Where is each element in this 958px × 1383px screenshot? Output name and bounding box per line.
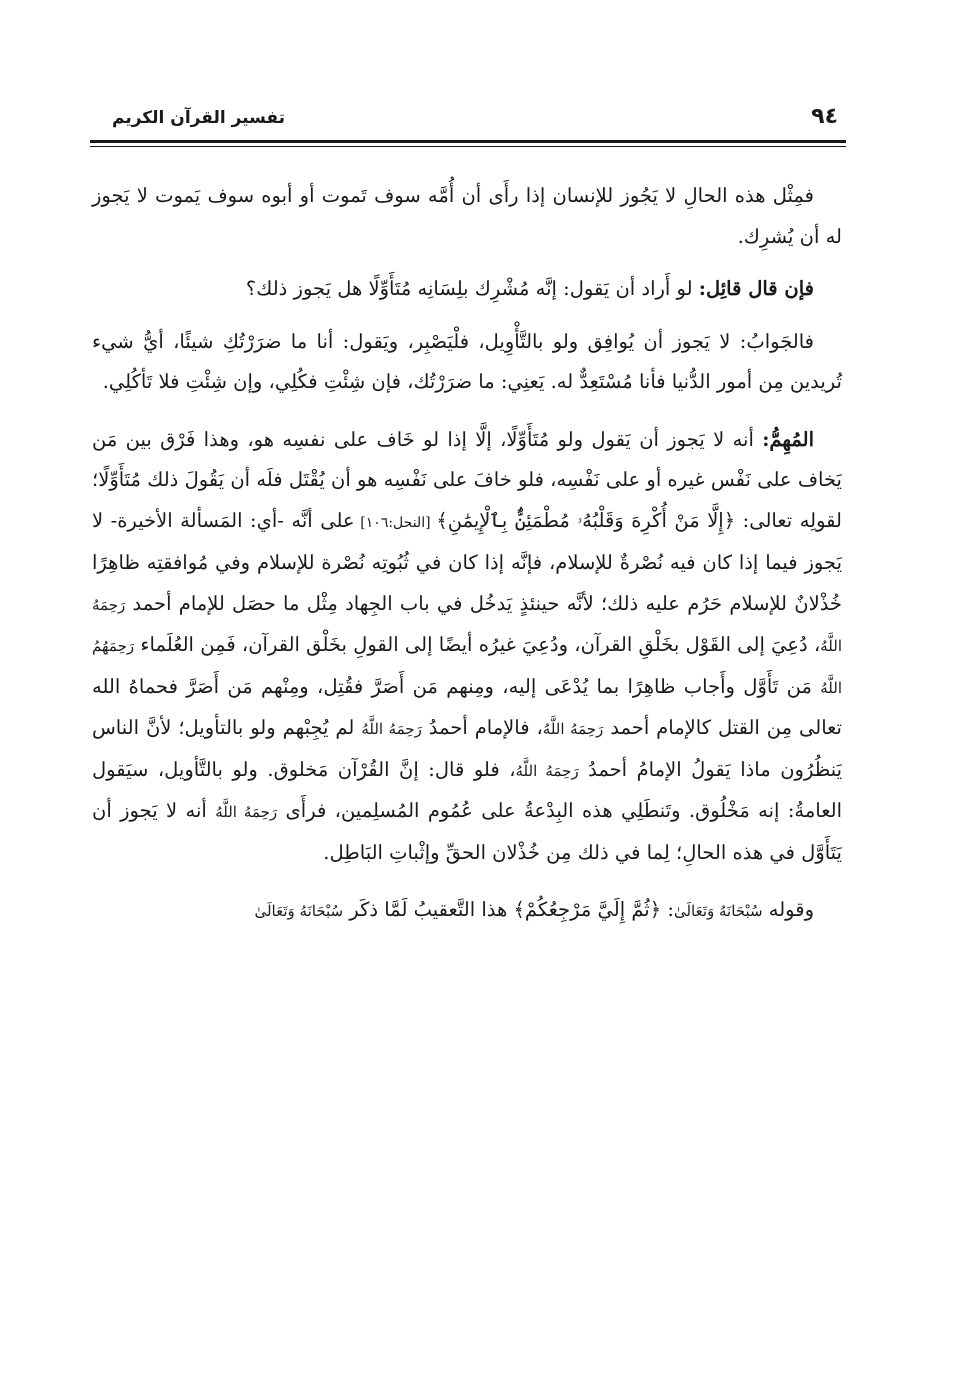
paragraph-text: ، فلو قال: إنَّ القُرْآن مَخلوق. ولو بالتَّأويل، سيَقول العامةُ: إنه مَخْلُوق. وتَنطَلِي هذه البِدْعةُ على عُمُوم المُسلِمين، فرأَى: [92, 757, 843, 822]
paragraph-text: فالجَوابُ: لا يَجوز أن يُوافِق ولو بالتَّأْوِيل، فلْيَصْبِر، ويَقول: أنا ما ضرَرْتُكِ شيئًا، أيُّ شيء تُريدين مِن أمور الدُّنيا فأنا مُسْتَعِدٌّ له. يَعنِي: ما ضرَرْتُك، فإن شِئْتِ فكُلِي، وإن شِئْتِ فلا تَأكُلِي.: [92, 329, 842, 393]
honorific: رَحِمَهُ اللَّهُ: [361, 720, 422, 738]
paragraph-text: هذا التَّعقيبُ لَمَّا ذكَر: [343, 898, 514, 921]
honorific: سُبْحَانَهُ وَتَعَالَىٰ: [673, 902, 763, 920]
paragraph-text: على أنَّه -أي: المَسألة الأخيرة- لا يَجوز فيما إذا كان فيه نُصْرةٌ للإسلام، فإنَّه إذا كان في ثُبُوتِه نُصْرة للإسلام وفي مُوافقتِه ظاهِرًا خُذْلانٌ للإسلام حَرُم عليه ذلك؛ لأنَّه حينئذٍ يَدخُل في باب الجِهاد مِثْل ما حصَل للإمام أحمد: [92, 508, 842, 615]
honorific: رَحِمَهُمُ اللَّهُ: [92, 637, 842, 697]
paragraph-lead: فإن قال قائِل:: [698, 277, 814, 300]
honorific: رَحِمَهُ اللَّهُ: [515, 761, 579, 780]
paragraph-1: [92, 176, 842, 257]
running-title: تفسير القرآن الكريم: [112, 108, 286, 128]
paragraph-text: مَن تَأَوَّل وأَجاب ظاهِرًا بما يُدْعَى إليه، ومِنهم مَن أَصَرَّ فقُتِل، ومِنْهم مَن أَصَرَّ فحماهُ الله تعالى مِن القتل كالإمام أحمد: [92, 674, 842, 739]
paragraph-text: ، دُعِيَ إلى القَوْل بخَلْقِ القرآن، ودُعِيَ غيرُه أيضًا إلى القولِ بخَلْق القرآن، فَمِن العُلَماء: [134, 633, 821, 656]
paragraph-text: وقوله: [762, 898, 814, 921]
paragraph-text: أنه لا يَجوز أن يَتَأَوَّل في هذه الحالِ؛ لِما في ذلك مِن خُذْلان الحقِّ وإثْباتِ البَاطِل.: [92, 799, 842, 864]
paragraph-text: ، فالإمام أحمدُ: [421, 716, 543, 739]
paragraph-5: [92, 890, 842, 932]
body-text: [92, 176, 842, 949]
verse-citation: [النحل:١٠٦]: [354, 514, 437, 531]
paragraph-text: لو أَراد أن يَقول: إنَّه مُشْرِك بلِسَانِه مُتَأَوِّلًا هل يَجوز ذلك؟: [245, 277, 699, 300]
paragraph-3: [92, 322, 842, 403]
quran-verse: ﴿إِلَّا مَنْ أُكْرِهَ وَقَلْبُهُۥ مُطْمَئِنٌّۢ بِٱلْإِيمَٰنِ﴾: [436, 508, 736, 532]
paragraph-2: [92, 269, 842, 310]
honorific: رَحِمَهُ اللَّهُ: [215, 803, 278, 821]
page-header: [90, 104, 846, 144]
paragraph-text: لم يُجِبْهم ولو بالتأويل؛ لأنَّ الناس يَنظُرُون ماذا يَقولُ الإمامُ أحمدُ: [92, 716, 843, 781]
honorific: رَحِمَهُ اللَّهُ: [92, 595, 842, 655]
header-rule: [90, 140, 846, 143]
paragraph-text: أنه لا يَجوز أن يَقول ولو مُتَأَوِّلًا، إلَّا إذا لو خَاف على نفسِه هو، وهذا فَرْق بين مَن يَخاف على نَفْس غيره أو على نَفْسِه، فلو خافَ على نَفْسِه هو أن يُقْتَل فلَه أن يَقُولَ ذلك مُتَأَوِّلًا؛ لقولِه تعالى:: [92, 427, 842, 532]
quran-verse: ﴿ثُمَّ إِلَيَّ مَرْجِعُكُمْ﴾: [513, 898, 662, 921]
header-rule-thin: [90, 146, 846, 147]
paragraph-text: :: [661, 898, 674, 921]
paragraph-lead: المُهِمُّ:: [762, 427, 814, 451]
paragraph-4: [92, 420, 842, 874]
paragraph-text: فمِثْل هذه الحالِ لا يَجُوز للإنسان إذا رأَى أن أُمَّه سوف تَموت أو أبوه سوف يَموت لا يَجوز له أن يُشرِك.: [92, 184, 842, 248]
honorific: رَحِمَهُ اللَّهُ: [542, 720, 604, 738]
page-number: ٩٤: [811, 104, 838, 129]
honorific: سُبْحَانَهُ وَتَعَالَىٰ: [254, 902, 344, 920]
